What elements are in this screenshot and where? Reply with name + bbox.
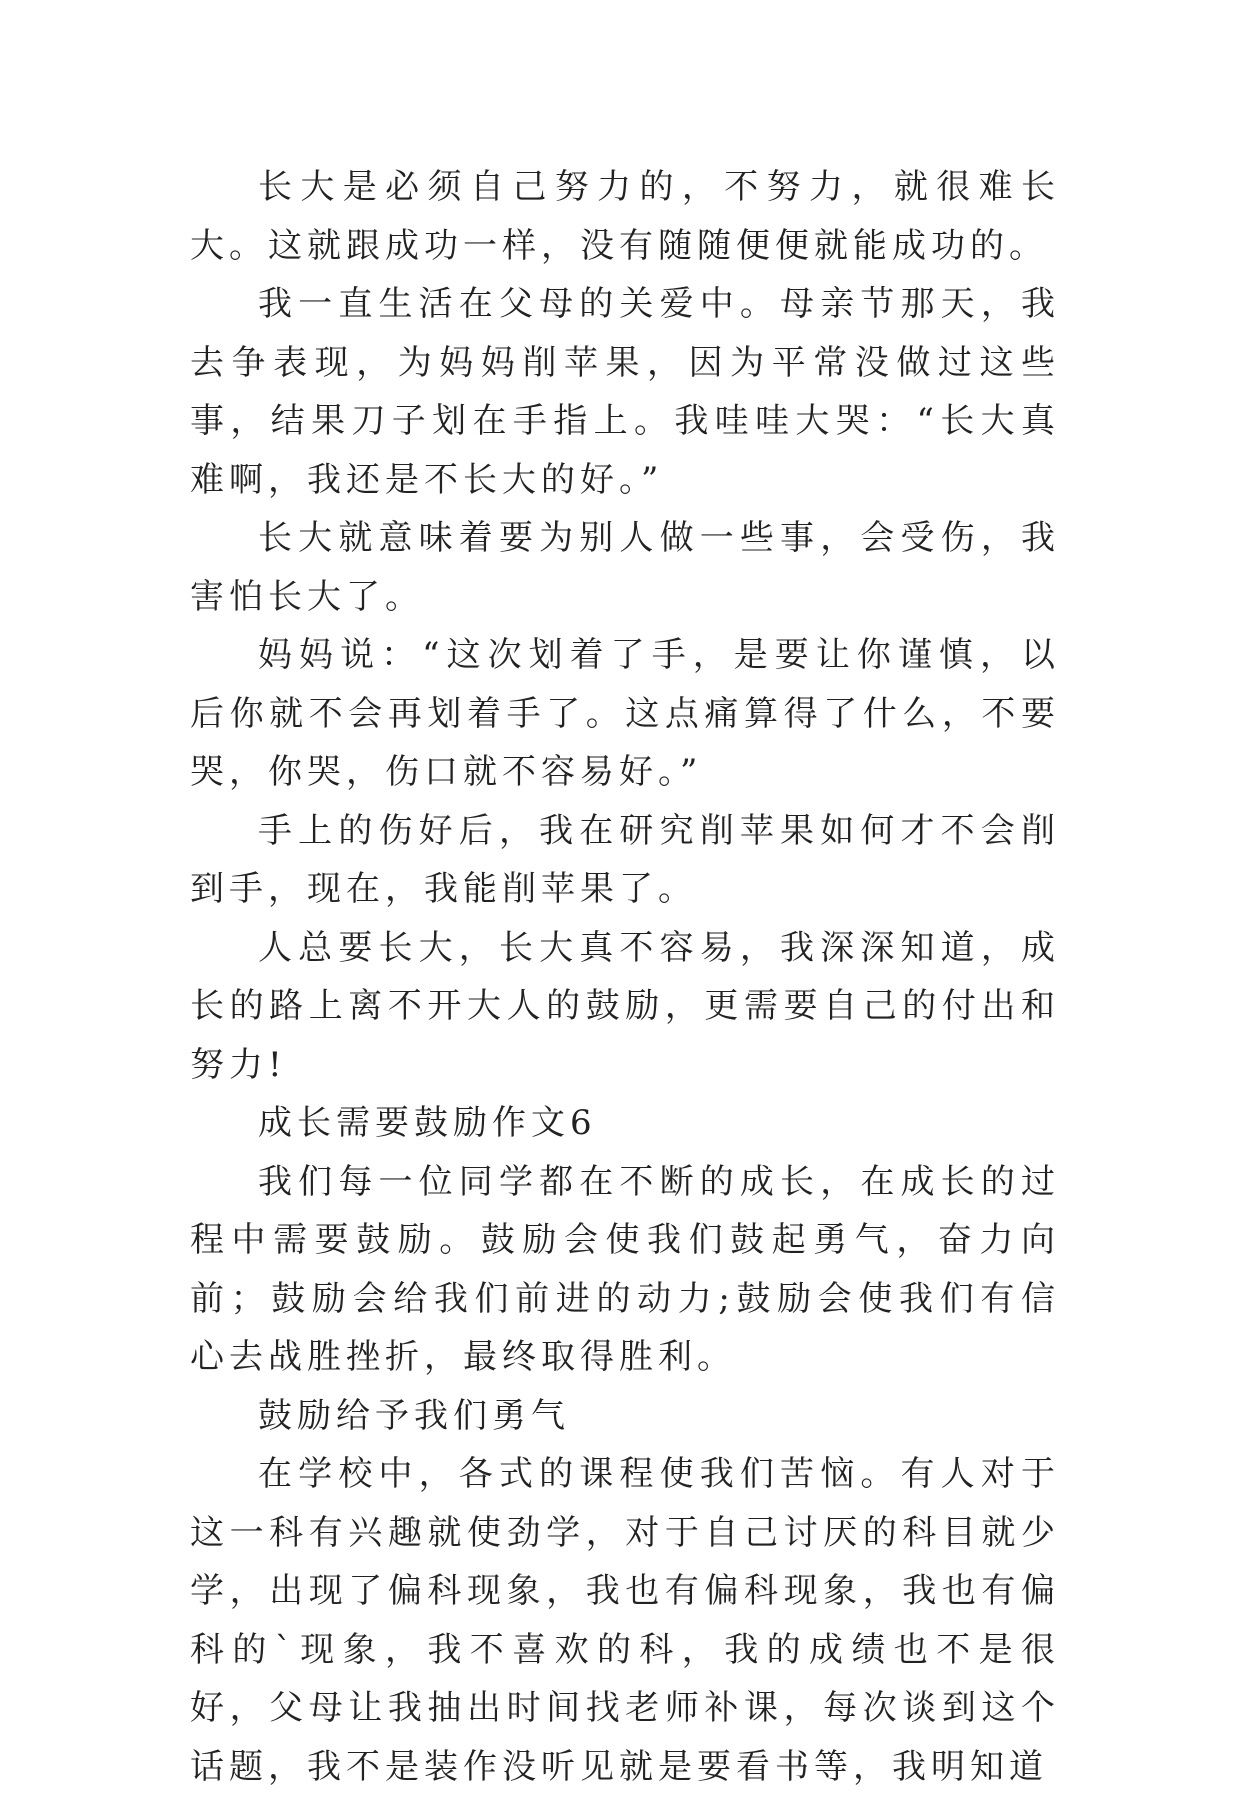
paragraph-5: 手上的伤好后，我在研究削苹果如何才不会削到手，现在，我能削苹果了。 [190, 810, 1060, 909]
paragraph-8: 在学校中，各式的课程使我们苦恼。有人对于这一科有兴趣就使劲学，对于自己讨厌的科目就少学，出现了偏科现象，我也有偏科现象，我也有偏科的`现象，我不喜欢的科，我的成绩也不是很好，父母让我抽出时间找老师补课，每次谈到这个话题，我不是装作没听见就是要看书等，我明知道 [190, 1454, 1060, 1787]
paragraph-3: 长大就意味着要为别人做一些事，会受伤，我害怕长大了。 [190, 518, 1060, 617]
paragraph-1: 长大是必须自己努力的，不努力，就很难长大。这就跟成功一样，没有随随便便就能成功的。 [190, 167, 1060, 266]
subheading: 鼓励给予我们勇气 [258, 1395, 570, 1436]
essay-body [190, 158, 1060, 1796]
paragraph-7: 我们每一位同学都在不断的成长，在成长的过程中需要鼓励。鼓励会使我们鼓起勇气，奋力向前；鼓励会给我们前进的动力;鼓励会使我们有信心去战胜挫折，最终取得胜利。 [190, 1161, 1060, 1377]
paragraph-6: 人总要长大，长大真不容易，我深深知道，成长的路上离不开大人的鼓励，更需要自己的付出和努力! [190, 927, 1060, 1085]
section-title: 成长需要鼓励作文6 [258, 1103, 597, 1143]
paragraph-4: 妈妈说：“这次划着了手，是要让你谨慎，以后你就不会再划着手了。这点痛算得了什么，不要哭，你哭，伤口就不容易好。” [190, 635, 1060, 792]
paragraph-2: 我一直生活在父母的关爱中。母亲节那天，我去争表现，为妈妈削苹果，因为平常没做过这些事，结果刀子划在手指上。我哇哇大哭：“长大真难啊，我还是不长大的好。” [190, 284, 1060, 500]
